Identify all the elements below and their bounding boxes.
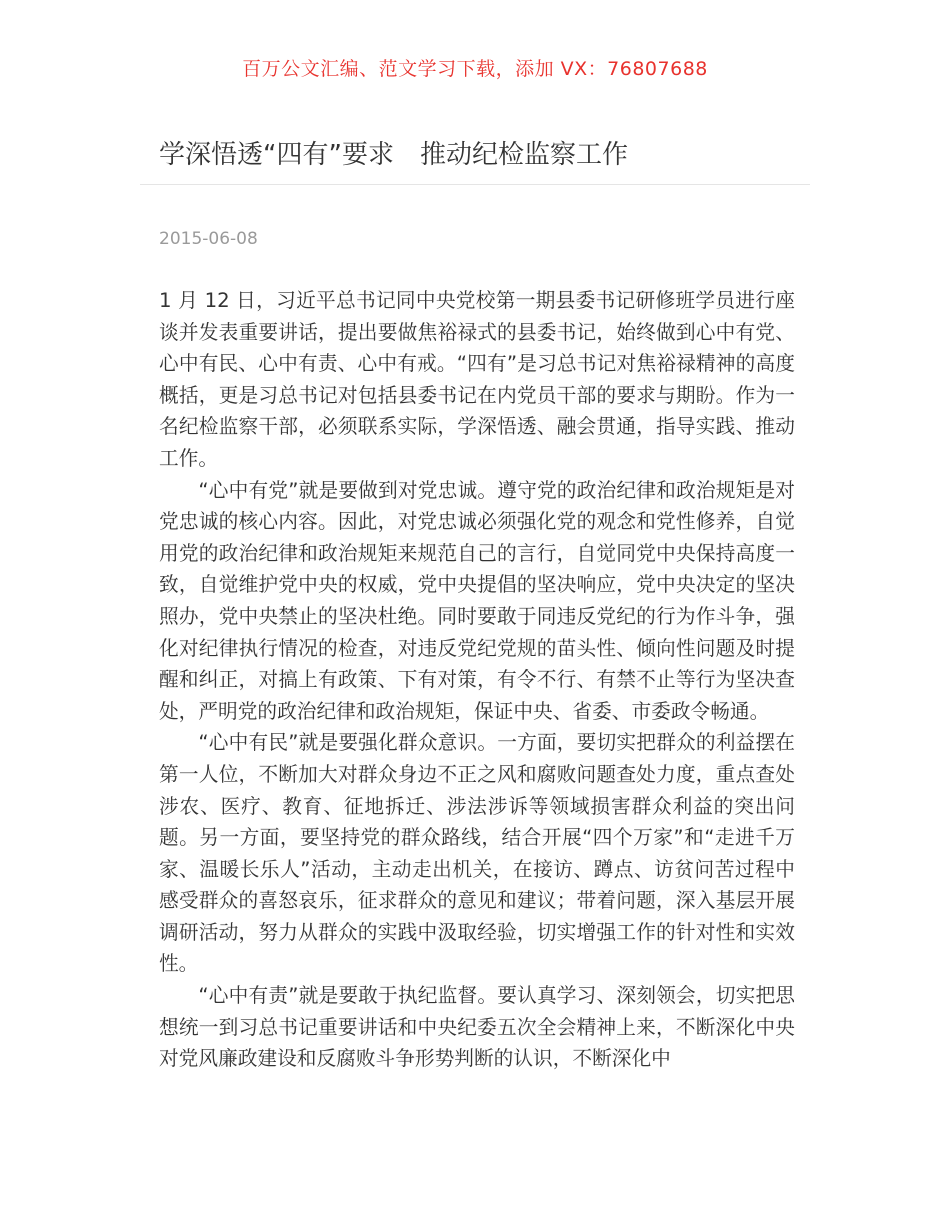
- promo-banner: 百万公文汇编、范文学习下载，添加 VX：76807688: [242, 58, 708, 80]
- article-body: [159, 285, 795, 1075]
- article-paragraph: 1 月 12 日，习近平总书记同中央党校第一期县委书记研修班学员进行座谈并发表重要讲话，提出要做焦裕禄式的县委书记，始终做到心中有党、心中有民、心中有责、心中有戒。“四有”是习总书记对焦裕禄精神的高度概括，更是习总书记对包括县委书记在内党员干部的要求与期盼。作为一名纪检监察干部，必须联系实际，学深悟透、融会贯通，指导实践、推动工作。: [159, 289, 795, 470]
- article-paragraph: “心中有责”就是要敢于执纪监督。要认真学习、深刻领会，切实把思想统一到习总书记重要讲话和中央纪委五次全会精神上来，不断深化中央对党风廉政建设和反腐败斗争形势判断的认识，不断深化中: [159, 984, 795, 1071]
- publish-date: 2015-06-08: [159, 229, 258, 249]
- title-divider: [140, 184, 810, 185]
- article-paragraph: “心中有民”就是要强化群众意识。一方面，要切实把群众的利益摆在第一人位，不断加大对群众身边不正之风和腐败问题查处力度，重点查处涉农、医疗、教育、征地拆迁、涉法涉诉等领域损害群众利益的突出问题。另一方面，要坚持党的群众路线，结合开展“四个万家”和“走进千万家、温暖长乐人”活动，主动走出机关，在接访、蹲点、访贫问苦过程中感受群众的喜怒哀乐，征求群众的意见和建议；带着问题，深入基层开展调研活动，努力从群众的实践中汲取经验，切实增强工作的针对性和实效性。: [159, 731, 795, 976]
- article-title: 学深悟透“四有”要求 推动纪检监察工作: [159, 140, 628, 170]
- article-paragraph: “心中有党”就是要做到对党忠诚。遵守党的政治纪律和政治规矩是对党忠诚的核心内容。因此，对党忠诚必须强化党的观念和党性修养，自觉用党的政治纪律和政治规矩来规范自己的言行，自觉同党中央保持高度一致，自觉维护党中央的权威，党中央提倡的坚决响应，党中央决定的坚决照办，党中央禁止的坚决杜绝。同时要敢于同违反党纪的行为作斗争，强化对纪律执行情况的检查，对违反党纪党规的苗头性、倾向性问题及时提醒和纠正，对搞上有政策、下有对策，有令不行、有禁不止等行为坚决查处，严明党的政治纪律和政治规矩，保证中央、省委、市委政令畅通。: [159, 478, 795, 723]
